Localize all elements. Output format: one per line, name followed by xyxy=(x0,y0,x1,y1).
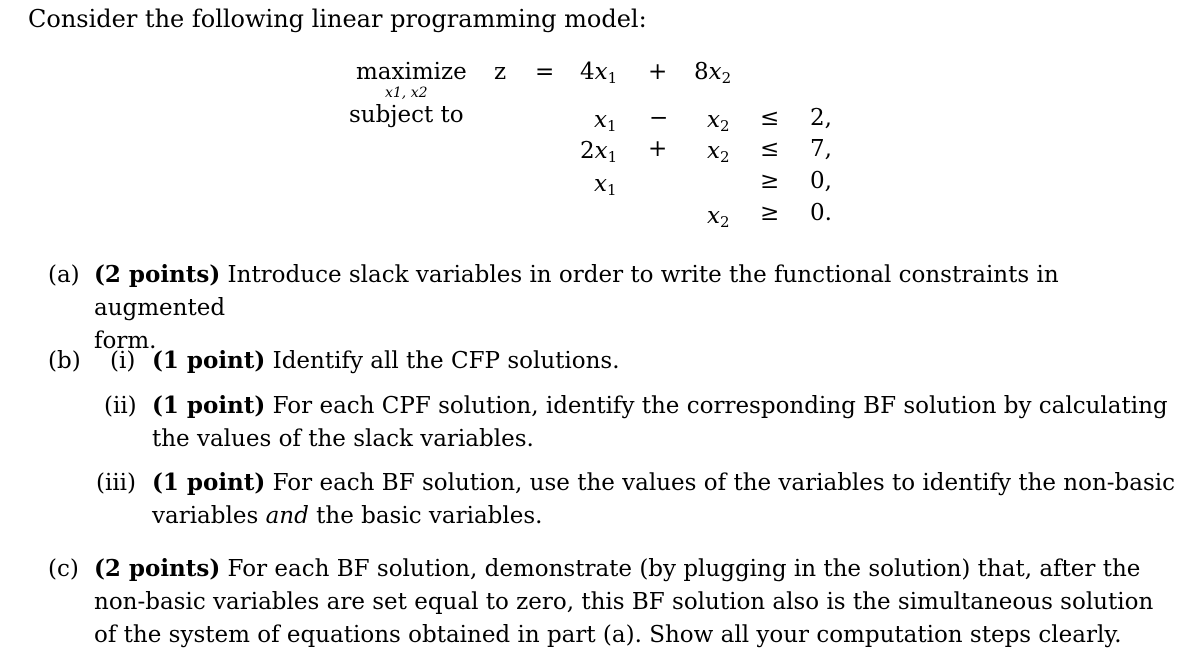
part-a-text xyxy=(94,258,1164,358)
subject-to-label: subject to xyxy=(349,102,464,128)
constraint-1-relation: ≤ xyxy=(760,105,780,131)
constraint-1-term-2: $x_2$ xyxy=(707,107,730,135)
part-a-label: (a) xyxy=(48,262,80,288)
maximize-keyword: maximize xyxy=(356,59,467,85)
part-b-ii-text xyxy=(152,389,1168,456)
part-b-iii-line-1: For each BF solution, use the values of the variables to identify the non-basic xyxy=(265,470,1176,496)
part-b-i-text xyxy=(152,344,620,378)
constraint-4-rhs: 0. xyxy=(810,200,832,226)
maximize-subscript: x1, x2 xyxy=(385,85,428,101)
part-b-label: (b) xyxy=(48,348,81,374)
objective-term-2: $8x_2$ xyxy=(694,59,732,87)
part-a-line-2: form. xyxy=(94,328,157,354)
part-b-ii-line-2: the values of the slack variables. xyxy=(152,426,534,452)
part-a-line-1: Introduce slack variables in order to write the functional constraints in augmented xyxy=(94,262,1059,321)
part-b-i-line: Identify all the CFP solutions. xyxy=(265,348,620,374)
constraint-1-rhs: 2, xyxy=(810,105,832,131)
objective-term-1: $4x_1$ xyxy=(580,59,618,87)
constraint-4-term-2: $x_2$ xyxy=(707,203,730,231)
objective-plus: + xyxy=(648,59,668,85)
constraint-2-term-2: $x_2$ xyxy=(707,138,730,166)
part-b-i-points: (1 point) xyxy=(152,347,266,374)
part-c-line-2: non-basic variables are set equal to zero, this BF solution also is the simultaneous solution xyxy=(94,589,1154,615)
part-b-ii-label: (ii) xyxy=(104,393,137,419)
part-a-points: (2 points) xyxy=(94,261,221,288)
constraint-2-relation: ≤ xyxy=(760,136,780,162)
part-b-iii-line-2c: the basic variables. xyxy=(308,503,543,529)
constraint-2-term-1: $2x_1$ xyxy=(580,138,618,166)
part-c-points: (2 points) xyxy=(94,555,221,582)
part-b-iii-points: (1 point) xyxy=(152,469,266,496)
part-b-i-label: (i) xyxy=(110,348,136,374)
constraint-3-relation: ≥ xyxy=(760,168,780,194)
constraint-1-op: − xyxy=(649,105,669,131)
intro-text: Consider the following linear programming model: xyxy=(28,5,647,33)
objective-variable: z xyxy=(494,59,507,85)
part-b-iii-label: (iii) xyxy=(96,470,137,496)
constraint-2-rhs: 7, xyxy=(810,136,832,162)
part-b-iii-line-2a: variables xyxy=(152,503,266,529)
constraint-1-term-1: $x_1$ xyxy=(594,107,617,135)
constraint-3-term-1: $x_1$ xyxy=(594,171,617,199)
constraint-3-rhs: 0, xyxy=(810,168,832,194)
part-c-text xyxy=(94,552,1153,652)
part-b-ii-points: (1 point) xyxy=(152,392,266,419)
part-b-iii-emphasis: and xyxy=(265,503,309,529)
constraint-4-relation: ≥ xyxy=(760,200,780,226)
part-c-line-3: of the system of equations obtained in part (a). Show all your computation steps clearly. xyxy=(94,622,1122,648)
part-b-iii-text xyxy=(152,466,1175,533)
equals-sign: = xyxy=(535,59,555,85)
part-b-ii-line-1: For each CPF solution, identify the corresponding BF solution by calculating xyxy=(265,393,1168,419)
part-c-label: (c) xyxy=(48,556,79,582)
constraint-2-op: + xyxy=(648,136,668,162)
part-c-line-1: For each BF solution, demonstrate (by plugging in the solution) that, after the xyxy=(220,556,1141,582)
